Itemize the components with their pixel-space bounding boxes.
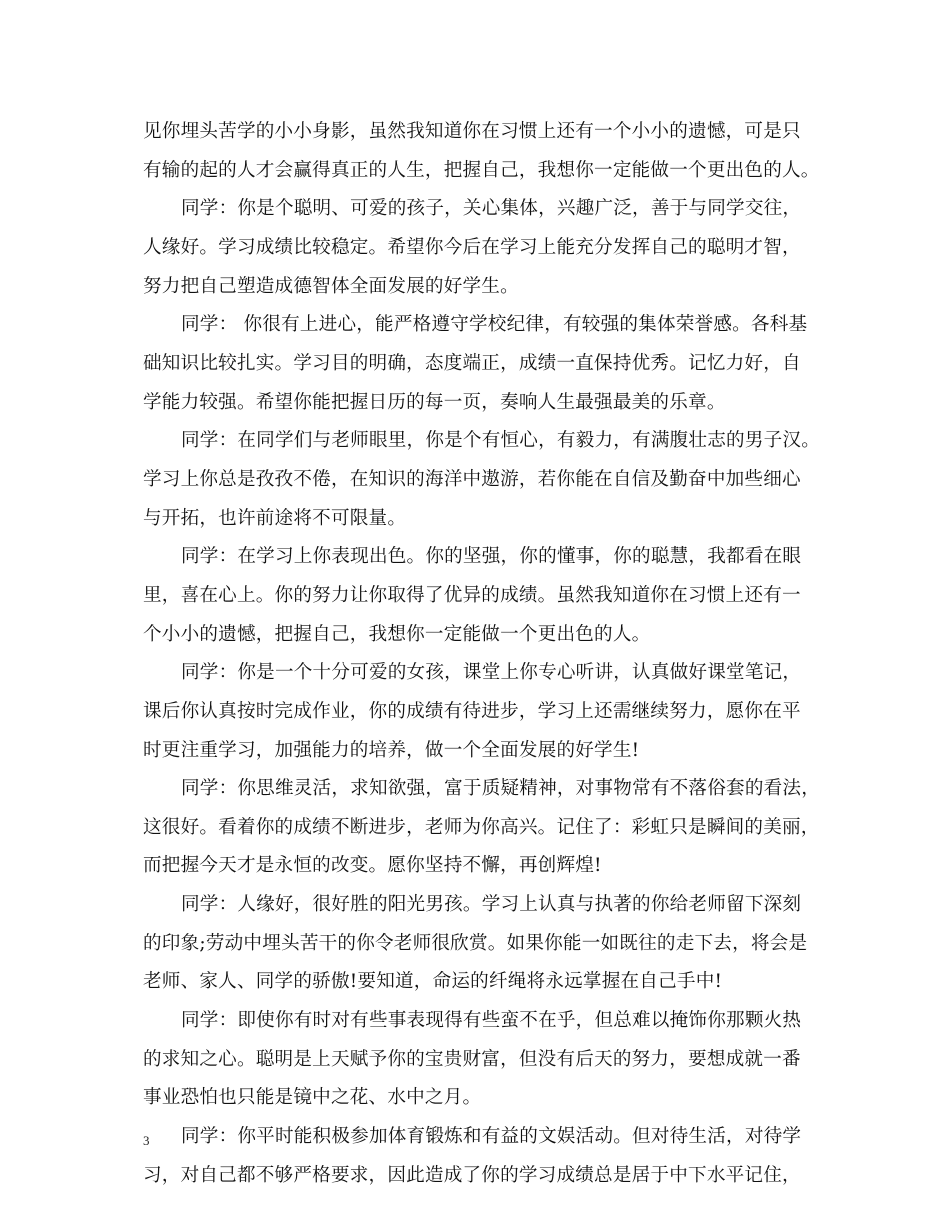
text-line: 人缘好。学习成绩比较稳定。希望你今后在学习上能充分发挥自己的聪明才智， [143,236,801,258]
paragraph-first-line: 同学：即使你有时对有些事表现得有些蛮不在乎，但总难以掩饰你那颗火热 [181,1010,802,1032]
text-line: 老师、家人、同学的骄傲!要知道，命运的纤绳将永远掌握在自己手中! [143,971,723,993]
text-line: 的印象;劳动中埋头苦干的你令老师很欣赏。如果你能一如既往的走下去，将会是 [143,932,808,954]
text-line: 这很好。看着你的成绩不断进步，老师为你高兴。记住了：彩虹只是瞬间的美丽， [143,816,820,838]
text-line: 习，对自己都不够严格要求，因此造成了你的学习成绩总是居于中下水平记住， [143,1164,801,1186]
text-line: 础知识比较扎实。学习目的明确，态度端正，成绩一直保持优秀。记忆力好，自 [143,352,801,374]
paragraph-first-line: 同学：人缘好，很好胜的阳光男孩。学习上认真与执著的你给老师留下深刻 [181,894,802,916]
text-line: 见你埋头苦学的小小身影，虽然我知道你在习惯上还有一个小小的遗憾，可是只 [143,121,801,142]
page-number: 3 [143,1133,150,1148]
text-line: 里，喜在心上。你的努力让你取得了优异的成绩。虽然我知道你在习惯上还有一 [143,584,801,606]
paragraph-first-line: 同学：你平时能积极参加体育锻炼和有益的文娱活动。但对待生活，对待学 [181,1126,802,1148]
text-line: 学能力较强。希望你能把握日历的每一页，奏响人生最强最美的乐章。 [143,391,726,413]
document-body [143,113,825,1195]
text-line: 个小小的遗憾，把握自己，我想你一定能做一个更出色的人。 [143,623,651,645]
text-line: 学习上你总是孜孜不倦，在知识的海洋中遨游，若你能在自信及勤奋中加些细心 [143,468,801,490]
text-line: 努力把自己塑造成德智体全面发展的好学生。 [143,275,519,297]
paragraph-first-line: 同学：你是一个十分可爱的女孩，课堂上你专心听讲，认真做好课堂笔记， [181,662,802,684]
text-line: 课后你认真按时完成作业，你的成绩有待进步，学习上还需继续努力，愿你在平 [143,700,801,722]
paragraph-first-line: 同学： 你很有上进心，能严格遵守学校纪律，有较强的集体荣誉感。各科基 [181,314,808,336]
text-line: 有输的起的人才会赢得真正的人生，把握自己，我想你一定能做一个更出色的人。 [143,159,820,181]
paragraph-first-line: 同学：你是个聪明、可爱的孩子，关心集体，兴趣广泛，善于与同学交往， [181,198,802,220]
text-line: 与开拓，也许前途将不可限量。 [143,507,407,529]
text-line: 时更注重学习，加强能力的培养，做一个全面发展的好学生! [143,739,640,761]
paragraph-first-line: 同学：你思维灵活，求知欲强，富于质疑精神，对事物常有不落俗套的看法， [181,778,820,800]
paragraph-first-line: 同学：在学习上你表现出色。你的坚强，你的懂事，你的聪慧，我都看在眼 [181,546,802,568]
text-line: 而把握今天才是永恒的改变。愿你坚持不懈，再创辉煌! [143,855,602,877]
paragraph-first-line: 同学：在同学们与老师眼里，你是个有恒心，有毅力，有满腹壮志的男子汉。 [181,430,820,452]
text-line: 的求知之心。聪明是上天赋予你的宝贵财富，但没有后天的努力，要想成就一番 [143,1048,801,1070]
text-line: 事业恐怕也只能是镜中之花、水中之月。 [143,1087,482,1109]
